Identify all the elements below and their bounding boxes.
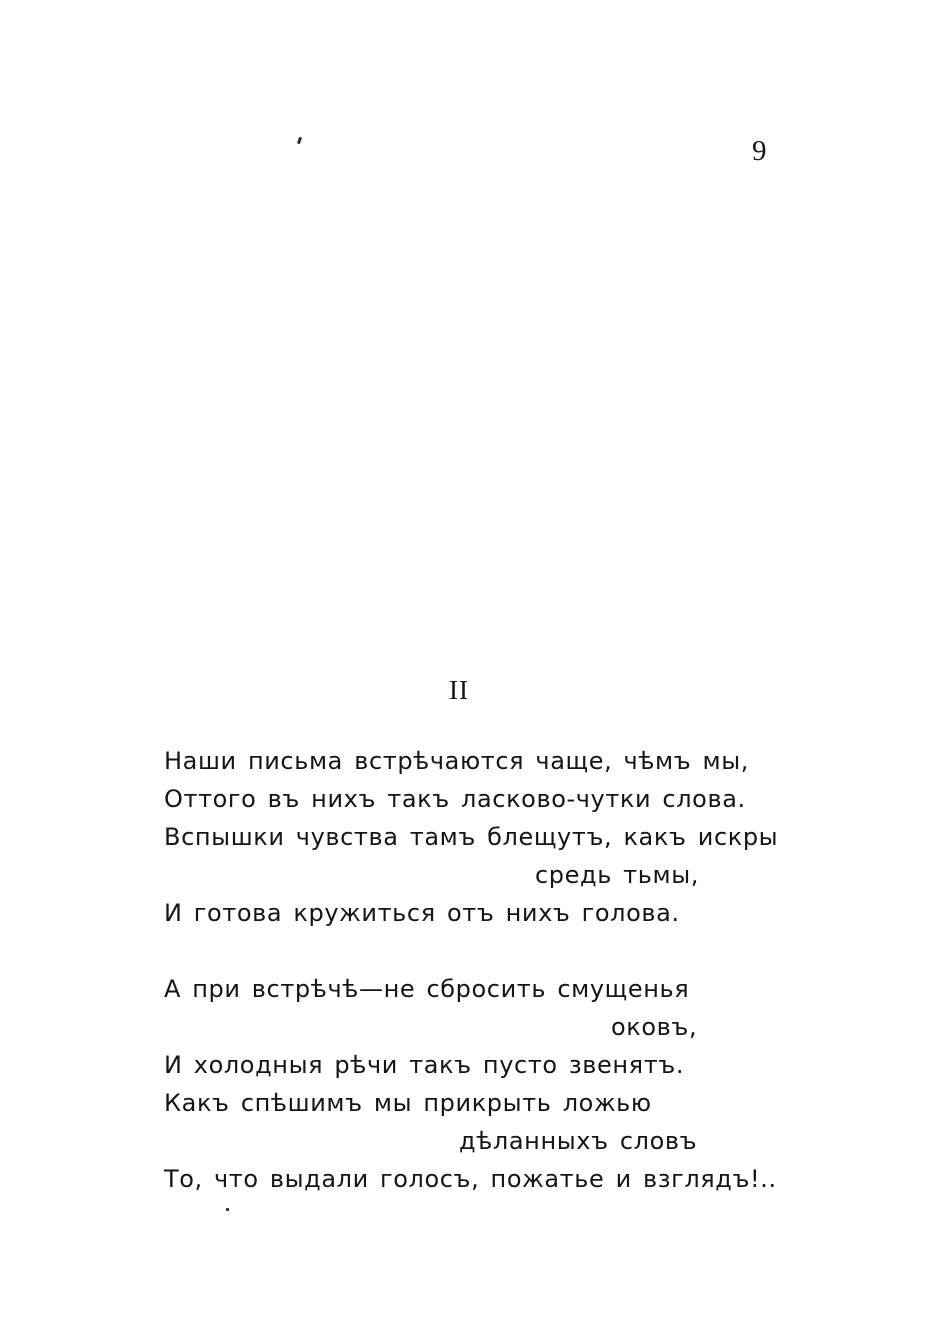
verse-line: Оттого въ нихъ такъ ласково-чутки слова. <box>164 785 746 813</box>
verse-line: И готова кружиться отъ нихъ голова. <box>164 899 680 927</box>
verse-line: Наши письма встрѣчаются чаще, чѣмъ мы, <box>164 747 750 775</box>
verse-line-continuation: дѣланныхъ словъ <box>459 1127 698 1155</box>
verse-line-continuation: оковъ, <box>611 1013 698 1041</box>
verse-line-continuation: средь тьмы, <box>535 861 699 889</box>
ink-speck <box>297 137 302 145</box>
page-number: 9 <box>752 135 767 167</box>
verse-line: Какъ спѣшимъ мы прикрыть ложью <box>164 1089 652 1117</box>
verse-line: Вспышки чувства тамъ блещутъ, какъ искры <box>164 823 779 851</box>
section-numeral: II <box>449 675 469 705</box>
verse-line: То, что выдали голосъ, пожатье и взглядъ!.. <box>164 1165 777 1193</box>
verse-line: И холодныя рѣчи такъ пусто звенятъ. <box>164 1051 685 1079</box>
verse-line: А при встрѣчѣ—не сбросить смущенья <box>164 975 690 1003</box>
ink-speck <box>226 1208 229 1211</box>
